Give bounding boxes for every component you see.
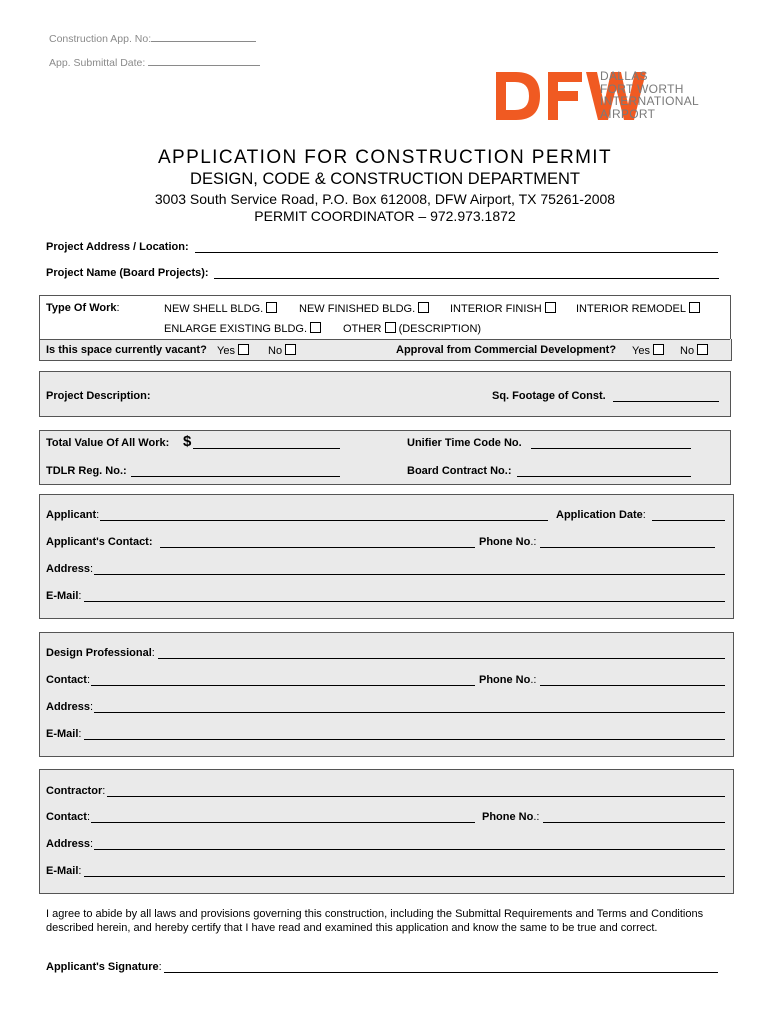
signature-label: Applicant's Signature: [46, 961, 162, 973]
project-name-field[interactable] [214, 278, 719, 279]
unifier-field[interactable] [531, 448, 691, 449]
new-shell-checkbox[interactable] [266, 302, 277, 313]
design-phone-text: Phone No [479, 674, 531, 686]
design-professional-field[interactable] [158, 658, 725, 659]
project-description-label: Project Description: [46, 390, 151, 402]
option-interior-finish[interactable] [450, 302, 556, 315]
vacant-yes-label: Yes [217, 345, 235, 357]
logo-line-international: INTERNATIONAL [600, 94, 700, 108]
applicant-contact-label: Applicant's Contact: [46, 536, 153, 548]
tdlr-field[interactable] [131, 476, 340, 477]
contractor-address-text: Address [46, 838, 91, 850]
total-value-field[interactable] [193, 448, 340, 449]
app-submittal-date [49, 55, 260, 69]
contractor-email-label: E-Mail: [46, 865, 82, 877]
option-interior-remodel-label: INTERIOR REMODEL [576, 303, 687, 315]
vacant-no-label: No [268, 345, 283, 357]
applicant-address-text: Address [46, 563, 91, 575]
applicant-address-field[interactable] [94, 574, 725, 575]
type-of-work-text: Type Of Work [46, 302, 117, 314]
contractor-address-label: Address: [46, 838, 94, 850]
design-professional-text: Design Professional [46, 647, 152, 659]
enlarge-checkbox[interactable] [310, 322, 321, 333]
construction-app-no-label: Construction App. No: [49, 33, 152, 45]
applicant-field[interactable] [100, 520, 548, 521]
option-new-finished-label: NEW FINISHED BLDG. [299, 303, 416, 315]
type-of-work-label [46, 302, 120, 314]
other-description-label: (DESCRIPTION) [398, 323, 482, 335]
option-interior-finish-label: INTERIOR FINISH [450, 303, 542, 315]
design-phone-label: Phone No.: [479, 674, 537, 686]
vacant-question: Is this space currently vacant? [46, 344, 207, 356]
app-submittal-date-field[interactable] [148, 55, 260, 66]
applicant-text: Applicant [46, 509, 97, 521]
contractor-email-field[interactable] [84, 876, 725, 877]
app-submittal-date-label: App. Submittal Date: [49, 57, 146, 69]
signature-field[interactable] [164, 972, 718, 973]
design-address-text: Address [46, 701, 91, 713]
applicant-email-field[interactable] [84, 601, 725, 602]
vacant-no[interactable] [268, 344, 296, 357]
contractor-phone-label: Phone No.: [482, 811, 540, 823]
applicant-contact-field[interactable] [160, 547, 475, 548]
contractor-contact-text: Contact [46, 811, 87, 823]
approval-question: Approval from Commercial Development? [396, 344, 617, 356]
project-address-label: Project Address / Location: [46, 241, 189, 253]
design-contact-label: Contact: [46, 674, 91, 686]
contractor-phone-text: Phone No [482, 811, 534, 823]
applicant-phone-field[interactable] [540, 547, 715, 548]
vacancy-row-divider [39, 339, 730, 340]
contractor-text: Contractor [46, 785, 103, 797]
design-email-field[interactable] [84, 739, 725, 740]
contractor-field[interactable] [107, 796, 725, 797]
interior-finish-checkbox[interactable] [545, 302, 556, 313]
design-contact-field[interactable] [91, 685, 475, 686]
construction-app-no-field[interactable] [151, 31, 256, 42]
option-other[interactable] [343, 322, 481, 335]
project-address-field[interactable] [195, 252, 718, 253]
department-address: 3003 South Service Road, P.O. Box 612008, DFW Airport, TX 75261-2008 [154, 191, 616, 207]
applicant-address-label: Address: [46, 563, 94, 575]
applicant-phone-label: Phone No.: [479, 536, 537, 548]
signature-text: Applicant's Signature [46, 961, 159, 973]
option-enlarge-label: ENLARGE EXISTING BLDG. [164, 323, 308, 335]
board-contract-label: Board Contract No.: [407, 465, 512, 477]
logo-line-fort-worth: FORT WORTH [600, 81, 684, 96]
design-email-text: E-Mail [46, 728, 79, 740]
vacant-yes[interactable] [217, 344, 249, 357]
contractor-contact-label: Contact: [46, 811, 91, 823]
logo-line-airport: AIRPORT [600, 106, 656, 121]
permit-coordinator: PERMIT COORDINATOR – 972.973.1872 [254, 208, 516, 224]
approval-no[interactable] [680, 344, 708, 357]
tdlr-label: TDLR Reg. No.: [46, 465, 127, 477]
applicant-phone-text: Phone No [479, 536, 531, 548]
approval-no-label: No [680, 345, 695, 357]
vacant-yes-checkbox[interactable] [238, 344, 249, 355]
application-date-field[interactable] [652, 520, 725, 521]
form-title: APPLICATION FOR CONSTRUCTION PERMIT [157, 147, 612, 168]
dollar-sign: $ [183, 433, 192, 450]
new-finished-checkbox[interactable] [418, 302, 429, 313]
agreement-text: I agree to abide by all laws and provisions governing this construction, including the Submittal Requirements and Terms and Conditions described herein, and hereby certify that I have read and examined this application and know the same to be true and correct. [46, 908, 704, 934]
approval-yes-checkbox[interactable] [653, 344, 664, 355]
design-professional-label: Design Professional: [46, 647, 155, 659]
option-new-shell-label: NEW SHELL BLDG. [164, 303, 264, 315]
other-checkbox[interactable] [385, 322, 396, 333]
interior-remodel-checkbox[interactable] [689, 302, 700, 313]
construction-app-no [49, 31, 256, 45]
type-of-work-colon: : [116, 302, 120, 314]
approval-no-checkbox[interactable] [697, 344, 708, 355]
logo-line-dallas: DALLAS [600, 69, 648, 83]
option-other-label: OTHER [343, 323, 382, 335]
sq-footage-label: Sq. Footage of Const. [492, 390, 606, 402]
design-contact-text: Contact [46, 674, 87, 686]
department-title: DESIGN, CODE & CONSTRUCTION DEPARTMENT [190, 170, 580, 188]
vacant-no-checkbox[interactable] [285, 344, 296, 355]
option-enlarge[interactable] [164, 322, 321, 335]
contractor-phone-field[interactable] [543, 822, 725, 823]
unifier-label: Unifier Time Code No. [407, 437, 522, 449]
approval-yes[interactable] [632, 344, 664, 357]
board-contract-field[interactable] [517, 476, 691, 477]
contractor-contact-field[interactable] [91, 822, 475, 823]
application-date-text: Application Date [556, 509, 643, 521]
option-new-shell[interactable] [164, 302, 277, 315]
project-name-label: Project Name (Board Projects): [46, 267, 209, 279]
contractor-address-field[interactable] [94, 849, 725, 850]
application-date-label: Application Date: [556, 509, 646, 521]
contractor-email-text: E-Mail [46, 865, 79, 877]
design-phone-field[interactable] [540, 685, 725, 686]
design-address-label: Address: [46, 701, 94, 713]
applicant-email-text: E-Mail [46, 590, 79, 602]
applicant-label: Applicant: [46, 509, 100, 521]
contractor-label: Contractor: [46, 785, 106, 797]
applicant-email-label: E-Mail: [46, 590, 82, 602]
sq-footage-field[interactable] [613, 401, 719, 402]
approval-yes-label: Yes [632, 345, 650, 357]
design-email-label: E-Mail: [46, 728, 82, 740]
design-address-field[interactable] [94, 712, 725, 713]
option-new-finished[interactable] [299, 302, 429, 315]
option-interior-remodel[interactable] [576, 302, 700, 315]
total-value-label: Total Value Of All Work: [46, 437, 170, 449]
logo-text [600, 70, 699, 120]
